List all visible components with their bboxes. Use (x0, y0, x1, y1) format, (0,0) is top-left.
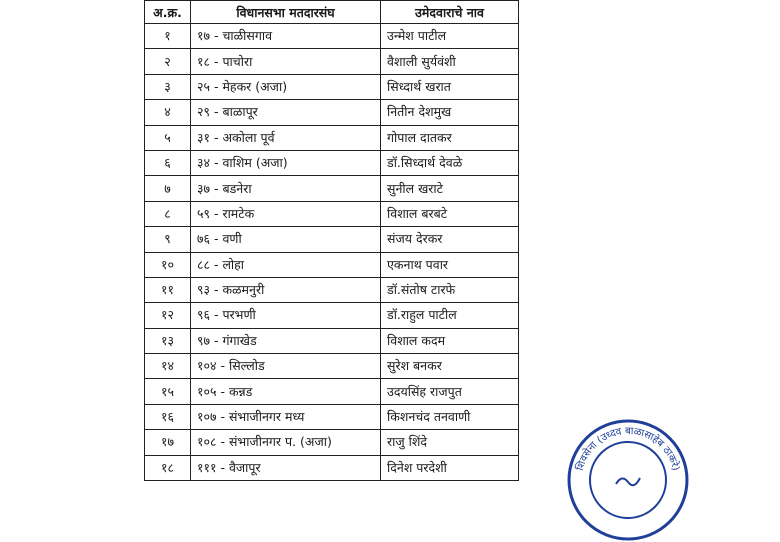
constituency-cell: २९ - बाळापूर (191, 100, 381, 125)
serial-number-cell: ५ (145, 125, 191, 150)
table-row (145, 176, 519, 201)
table-row (145, 201, 519, 226)
constituency-cell: १०८ - संभाजीनगर प. (अजा) (191, 430, 381, 455)
table-row (145, 24, 519, 49)
candidate-name-cell: सुरेश बनकर (381, 354, 519, 379)
candidate-name-cell: नितीन देशमुख (381, 100, 519, 125)
table-row (145, 303, 519, 328)
constituency-cell: ३४ - वाशिम (अजा) (191, 150, 381, 175)
serial-number-cell: १७ (145, 430, 191, 455)
table-row (145, 227, 519, 252)
candidate-name-cell: राजु शिंदे (381, 430, 519, 455)
serial-number-cell: ६ (145, 150, 191, 175)
candidate-name-cell: विशाल बरबटे (381, 201, 519, 226)
candidate-name-cell: एकनाथ पवार (381, 252, 519, 277)
table-header-row (145, 1, 519, 24)
constituency-cell: ५९ - रामटेक (191, 201, 381, 226)
candidate-name-cell: गोपाल दातकर (381, 125, 519, 150)
table-row (145, 379, 519, 404)
constituency-cell: ९३ - कळमनुरी (191, 277, 381, 302)
candidate-name-cell: उदयसिंह राजपुत (381, 379, 519, 404)
candidate-name-cell: सुनील खराटे (381, 176, 519, 201)
candidate-name-cell: दिनेश परदेशी (381, 455, 519, 480)
constituency-cell: २५ - मेहकर (अजा) (191, 74, 381, 99)
candidate-name-cell: वैशाली सुर्यवंशी (381, 49, 519, 74)
serial-number-cell: १६ (145, 404, 191, 429)
table-row (145, 125, 519, 150)
table-row (145, 150, 519, 175)
serial-number-cell: १४ (145, 354, 191, 379)
table-row (145, 49, 519, 74)
candidate-name-cell: विशाल कदम (381, 328, 519, 353)
serial-number-cell: ९ (145, 227, 191, 252)
seal-outer-ring (569, 421, 687, 539)
constituency-cell: ९७ - गंगाखेड (191, 328, 381, 353)
table-row (145, 404, 519, 429)
candidate-name-cell: डॉ.संतोष टारफे (381, 277, 519, 302)
serial-number-cell: १८ (145, 455, 191, 480)
serial-number-cell: ११ (145, 277, 191, 302)
constituency-cell: ७६ - वणी (191, 227, 381, 252)
serial-number-cell: ४ (145, 100, 191, 125)
constituency-cell: १७ - चाळीसगाव (191, 24, 381, 49)
constituency-cell: १०४ - सिल्लोड (191, 354, 381, 379)
seal-text: शिवसेना (उध्दव बाळासाहेब ठाकरे) (574, 425, 681, 472)
serial-number-cell: १ (145, 24, 191, 49)
header-constituency: विधानसभा मतदारसंघ (191, 1, 381, 24)
seal-inner-ring (590, 442, 666, 518)
table-row (145, 455, 519, 480)
constituency-cell: ९६ - परभणी (191, 303, 381, 328)
serial-number-cell: ८ (145, 201, 191, 226)
constituency-cell: १०७ - संभाजीनगर मध्य (191, 404, 381, 429)
serial-number-cell: १० (145, 252, 191, 277)
constituency-cell: १८ - पाचोरा (191, 49, 381, 74)
header-serial-number: अ.क्र. (145, 1, 191, 24)
table-row (145, 252, 519, 277)
constituency-cell: ३७ - बडनेरा (191, 176, 381, 201)
seal-emblem-icon (616, 478, 640, 485)
header-candidate-name: उमेदवाराचे नाव (381, 1, 519, 24)
candidate-name-cell: सिध्दार्थ खरात (381, 74, 519, 99)
candidate-list-table (144, 0, 519, 481)
constituency-cell: १०५ - कन्नड (191, 379, 381, 404)
constituency-cell: ३१ - अकोला पूर्व (191, 125, 381, 150)
candidate-name-cell: डॉ.राहुल पाटील (381, 303, 519, 328)
candidate-name-cell: किशनचंद तनवाणी (381, 404, 519, 429)
serial-number-cell: ३ (145, 74, 191, 99)
serial-number-cell: २ (145, 49, 191, 74)
constituency-cell: ८८ - लोहा (191, 252, 381, 277)
candidate-name-cell: उन्मेश पाटील (381, 24, 519, 49)
table-row (145, 328, 519, 353)
serial-number-cell: १२ (145, 303, 191, 328)
candidate-name-cell: डॉ.सिध्दार्थ देवळे (381, 150, 519, 175)
table-row (145, 100, 519, 125)
candidate-name-cell: संजय देरकर (381, 227, 519, 252)
table-row (145, 430, 519, 455)
table-row (145, 74, 519, 99)
table-row (145, 354, 519, 379)
table-row (145, 277, 519, 302)
serial-number-cell: १५ (145, 379, 191, 404)
party-seal-stamp (566, 418, 690, 542)
serial-number-cell: १३ (145, 328, 191, 353)
serial-number-cell: ७ (145, 176, 191, 201)
constituency-cell: १११ - वैजापूर (191, 455, 381, 480)
